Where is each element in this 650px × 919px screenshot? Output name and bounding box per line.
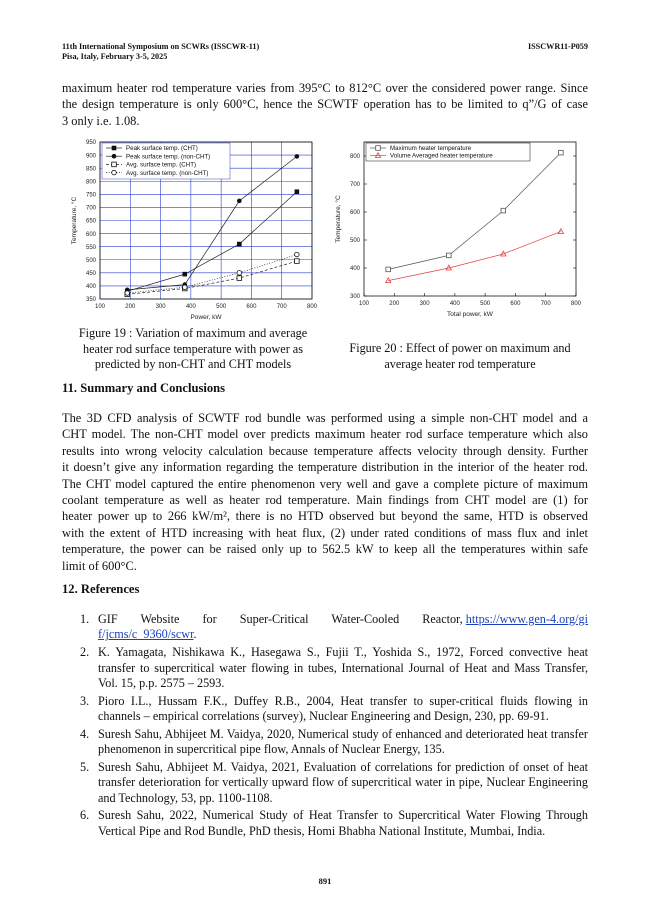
intro-paragraph — [62, 80, 588, 129]
x-tick-label: 500 — [216, 304, 227, 310]
data-point — [559, 150, 564, 155]
y-tick-label: 600 — [349, 210, 360, 217]
legend — [102, 143, 230, 179]
data-point — [558, 229, 563, 234]
data-point — [237, 242, 242, 247]
y-tick-label: 400 — [85, 284, 96, 291]
figure-20-caption — [332, 341, 588, 372]
series — [125, 252, 299, 295]
reference-number: 5. — [80, 759, 90, 774]
intro-line: the design temperature is only 600°C, hence the SCWTF operation has to be limited to q”/G of case — [62, 97, 588, 112]
x-tick-label: 400 — [185, 304, 196, 310]
series — [125, 189, 299, 293]
summary-line: coolant temperature as well as heater rod temperature. Main findings from CHT model are (1) for — [62, 493, 588, 508]
summary-heading: 11. Summary and Conclusions — [62, 381, 226, 395]
y-tick-label: 800 — [349, 154, 360, 161]
data-point — [237, 276, 242, 281]
data-point — [183, 285, 188, 290]
legend-label: Avg. surface temp. (CHT) — [126, 161, 197, 169]
series — [386, 229, 564, 283]
summary-line: it doesn’t give any information regarding the temperature distribution in the interior of the heater rod. — [62, 460, 588, 475]
data-point — [501, 208, 506, 213]
x-tick-label: 100 — [358, 301, 370, 307]
reference-after: . — [193, 627, 197, 642]
y-axis-label: Temperature, °C — [71, 196, 78, 245]
y-tick-label: 500 — [349, 238, 360, 245]
data-point — [112, 162, 117, 167]
data-point — [183, 272, 188, 277]
caption-line: average heater rod temperature — [384, 356, 536, 371]
y-tick-label: 900 — [85, 153, 96, 160]
data-point — [237, 271, 242, 276]
reference-number: 1. — [80, 612, 90, 626]
page-number: 891 — [318, 876, 332, 886]
x-axis-label: Power, kW — [190, 314, 222, 321]
y-tick-label: 750 — [85, 192, 96, 199]
series-line — [388, 153, 561, 270]
reference-item — [80, 645, 588, 691]
data-point — [237, 199, 242, 204]
y-tick-label: 300 — [349, 294, 360, 301]
reference-text: K. Yamagata, Nishikawa K., Hasegawa S., Fujii T., Yoshida S., 1972, Forced convective heat transfer to supercritical water flowing in tubes, International Journal of Heat and Mass Transfer, Vol. 15, p.p. 2575 – 2593. — [98, 645, 588, 690]
reference-number: 2. — [80, 645, 90, 660]
y-tick-label: 700 — [85, 205, 96, 212]
summary-line: results into wrong velocity calculation because temperature affects velocity through density. Further — [62, 443, 588, 458]
summary-paragraph — [62, 410, 588, 574]
data-point — [295, 154, 300, 159]
reference-text: Suresh Sahu, Abhijeet M. Vaidya, 2020, Numerical study of enhanced and deteriorated heat transfer phenomenon in supercritical pipe flow, Annals of Nuclear Energy, 135. — [98, 726, 588, 757]
y-tick-label: 500 — [85, 257, 96, 264]
y-tick-label: 550 — [85, 244, 96, 251]
y-tick-label: 850 — [85, 166, 96, 173]
summary-line: CHT model. The non-CHT model over predicts maximum heater rod surface temperature which also — [62, 427, 588, 442]
data-point — [295, 252, 300, 257]
references-heading: 12. References — [62, 582, 140, 596]
figure-19-chart — [64, 136, 326, 326]
x-tick-label: 600 — [510, 301, 521, 307]
x-tick-label: 300 — [419, 301, 430, 307]
conference-name: 11th International Symposium on SCWRs (ISSCWR-11) — [62, 42, 260, 51]
reference-text: Suresh Sahu, Abhijeet M. Vaidya, 2021, Evaluation of correlations for prediction of onset of heat transfer deterioration for vertically upward flow of supercritical water in pipe, Nuclear Engineering and Technology, 53, pp. 1100-1108. — [98, 759, 588, 805]
series-line — [127, 192, 297, 291]
x-axis-label: Total power, kW — [447, 311, 493, 318]
caption-line: predicted by non-CHT and CHT models — [94, 357, 292, 371]
conference-header — [62, 42, 259, 62]
y-tick-label: 700 — [349, 182, 360, 189]
x-tick-label: 700 — [276, 304, 287, 310]
caption-line: Figure 20 : Effect of power on maximum and — [349, 341, 571, 355]
y-axis-label: Temperature, °C — [335, 195, 342, 243]
legend-label: Peak surface temp. (CHT) — [126, 145, 198, 153]
reference-item — [80, 760, 588, 806]
x-tick-label: 200 — [389, 301, 400, 307]
conference-location: Pisa, Italy, February 3-5, 2025 — [62, 52, 168, 61]
reference-number: 6. — [80, 808, 90, 823]
series-line — [388, 232, 561, 281]
summary-line: limit of 600°C. — [62, 558, 137, 573]
y-tick-label: 800 — [85, 179, 96, 186]
intro-line: maximum heater rod temperature varies from 395°C to 812°C over the considered power range. Since — [62, 81, 588, 95]
reference-item — [80, 808, 588, 839]
legend — [366, 143, 530, 161]
reference-item — [80, 612, 588, 643]
reference-item — [80, 694, 588, 725]
data-point — [447, 253, 452, 258]
x-tick-label: 700 — [540, 301, 551, 307]
summary-line: heater power up to 266 kW/m², there is no HTD observed but beyond the same, HTD is observed — [62, 509, 588, 524]
x-tick-label: 800 — [570, 301, 582, 307]
plot-frame — [364, 142, 576, 296]
reference-item — [80, 727, 588, 758]
x-tick-label: 100 — [94, 304, 106, 310]
y-tick-label: 350 — [85, 297, 96, 304]
figure-20-chart — [330, 136, 590, 326]
legend-label: Maximum heater temperature — [390, 145, 472, 153]
x-tick-label: 300 — [155, 304, 166, 310]
data-point — [295, 259, 300, 264]
reference-link[interactable]: https://www.gen-4.org/gif/jcms/c_9360/scwr — [98, 612, 588, 642]
reference-text: Suresh Sahu, 2022, Numerical Study of Heat Transfer to Supercritical Water Flowing Through Vertical Pipe and Rod Bundle, PhD thesis, Homi Bhabha National Institute, Mumbai, India. — [98, 808, 588, 838]
caption-line: heater rod surface temperature with power as — [83, 341, 303, 356]
data-point — [376, 146, 381, 151]
data-point — [112, 146, 117, 151]
data-point — [112, 170, 117, 175]
x-tick-label: 400 — [449, 301, 460, 307]
reference-text: Pioro I.L., Hussam F.K., Duffey R.B., 2004, Heat transfer to super-critical fluids flowing in channels – empirical correlations (survey), Nuclear Engineering and Design, 230, pp. 69-91. — [98, 693, 588, 724]
data-point — [386, 267, 391, 272]
series — [386, 150, 563, 271]
reference-number: 4. — [80, 726, 90, 741]
data-point — [125, 291, 130, 296]
caption-line: Figure 19 : Variation of maximum and average — [78, 326, 308, 340]
figure-19-caption — [62, 326, 324, 373]
summary-line: The 3D CFD analysis of SCWTF rod bundle was performed using a simple non-CHT model and a — [62, 411, 588, 425]
intro-line: 3 only i.e. 1.08. — [62, 113, 140, 128]
legend-label: Volume Averaged heater temperature — [390, 152, 493, 160]
reference-number: 3. — [80, 693, 90, 708]
y-tick-label: 450 — [85, 271, 96, 278]
series-line — [127, 261, 297, 294]
summary-line: with the extent of HTD increasing with heat flux, (2) under rated conditions of mass flux and inlet — [62, 525, 588, 540]
x-tick-label: 600 — [246, 304, 257, 310]
x-tick-label: 800 — [306, 304, 318, 310]
x-tick-label: 500 — [480, 301, 491, 307]
y-tick-label: 650 — [85, 218, 96, 225]
data-point — [295, 189, 300, 194]
legend-label: Peak surface temp. (non-CHT) — [126, 153, 211, 161]
legend-label: Avg. surface temp. (non-CHT) — [126, 169, 209, 177]
y-tick-label: 400 — [349, 266, 360, 273]
y-tick-label: 600 — [85, 231, 96, 238]
summary-line: temperature, the power can be raised only up to 562.5 kW to keep all the temperatures within safe — [62, 542, 588, 557]
paper-id: ISSCWR11-P059 — [527, 42, 588, 51]
x-tick-label: 200 — [125, 304, 136, 310]
reference-text: GIF Website for Super-Critical Water-Cooled Reactor, — [98, 612, 463, 626]
y-tick-label: 950 — [85, 140, 96, 147]
summary-line: The CHT model captured the entire phenomenon very well and gave a complete picture of maximum — [62, 476, 588, 491]
data-point — [112, 154, 117, 159]
references-list — [80, 612, 588, 841]
